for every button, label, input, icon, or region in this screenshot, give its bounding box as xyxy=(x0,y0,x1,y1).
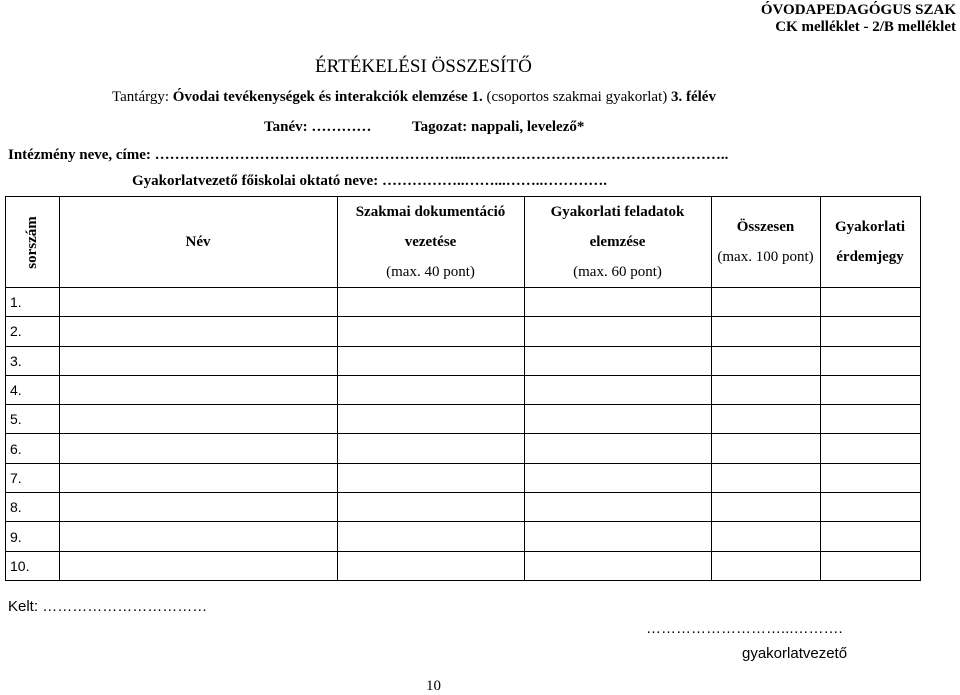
row-number: 9. xyxy=(6,522,60,551)
name-cell[interactable] xyxy=(59,463,337,492)
name-cell[interactable] xyxy=(59,493,337,522)
row-number: 6. xyxy=(6,434,60,463)
name-cell[interactable] xyxy=(59,346,337,375)
subject-semester: 3. félév xyxy=(670,89,716,105)
table-row xyxy=(6,317,921,346)
col-tasks-line3: (max. 60 pont) xyxy=(573,264,662,280)
institution-blank: ……………………………………………………...…………………………………………….. xyxy=(154,147,729,163)
date-line xyxy=(8,598,207,615)
doc-cell[interactable] xyxy=(337,317,524,346)
col-name-label: Név xyxy=(185,233,211,250)
doc-cell[interactable] xyxy=(337,551,524,580)
name-cell[interactable] xyxy=(59,434,337,463)
tasks-cell[interactable] xyxy=(524,405,711,434)
total-cell[interactable] xyxy=(711,434,820,463)
col-doc-line3: (max. 40 pont) xyxy=(386,264,475,280)
table-header-row xyxy=(6,197,921,288)
total-cell[interactable] xyxy=(711,317,820,346)
subject-line xyxy=(112,89,716,106)
table-row xyxy=(6,463,921,492)
col-number-label: sorszám xyxy=(23,215,40,269)
tasks-cell[interactable] xyxy=(524,375,711,404)
supervisor-line xyxy=(132,173,607,190)
total-cell[interactable] xyxy=(711,288,820,317)
doc-cell[interactable] xyxy=(337,405,524,434)
doc-cell[interactable] xyxy=(337,434,524,463)
row-number: 3. xyxy=(6,346,60,375)
row-number: 1. xyxy=(6,288,60,317)
col-number-header xyxy=(6,197,60,288)
tasks-cell[interactable] xyxy=(524,317,711,346)
col-grade-header xyxy=(820,197,920,288)
subject-label: Tantárgy: xyxy=(112,89,169,105)
grade-cell[interactable] xyxy=(820,551,920,580)
grade-cell[interactable] xyxy=(820,522,920,551)
supervisor-blank: ……………..……...……..…………. xyxy=(381,173,607,189)
date-blank: …………………………… xyxy=(42,598,208,615)
grade-cell[interactable] xyxy=(820,346,920,375)
total-cell[interactable] xyxy=(711,551,820,580)
tasks-cell[interactable] xyxy=(524,434,711,463)
table-row xyxy=(6,405,921,434)
subject-detail: (csoportos szakmai gyakorlat) xyxy=(486,89,668,105)
doc-cell[interactable] xyxy=(337,375,524,404)
name-cell[interactable] xyxy=(59,375,337,404)
institution-label: Intézmény neve, címe: xyxy=(8,147,151,163)
grade-cell[interactable] xyxy=(820,405,920,434)
col-doc-header xyxy=(337,197,524,288)
total-cell[interactable] xyxy=(711,463,820,492)
row-number: 5. xyxy=(6,405,60,434)
table-row xyxy=(6,288,921,317)
row-number: 7. xyxy=(6,463,60,492)
doc-cell[interactable] xyxy=(337,522,524,551)
col-doc-line2: vezetése xyxy=(404,234,457,250)
col-tasks-line1: Gyakorlati feladatok xyxy=(550,204,685,220)
document-title: ÉRTÉKELÉSI ÖSSZESÍTŐ xyxy=(315,56,532,77)
doc-cell[interactable] xyxy=(337,493,524,522)
total-cell[interactable] xyxy=(711,346,820,375)
doc-cell[interactable] xyxy=(337,463,524,492)
col-grade-line2: érdemjegy xyxy=(836,249,904,265)
date-label: Kelt: xyxy=(8,598,39,615)
total-cell[interactable] xyxy=(711,493,820,522)
year-label: Tanév: xyxy=(264,119,308,135)
row-number: 4. xyxy=(6,375,60,404)
table-row xyxy=(6,493,921,522)
grade-cell[interactable] xyxy=(820,375,920,404)
tasks-cell[interactable] xyxy=(524,463,711,492)
signature-label: gyakorlatvezető xyxy=(742,645,848,662)
evaluation-table xyxy=(5,196,921,581)
col-tasks-line2: elemzése xyxy=(589,234,646,250)
section-line xyxy=(412,119,584,136)
total-cell[interactable] xyxy=(711,405,820,434)
program-name: ÓVODAPEDAGÓGUS SZAK xyxy=(760,2,956,18)
col-doc-line1: Szakmai dokumentáció xyxy=(355,204,506,220)
table-row xyxy=(6,434,921,463)
total-cell[interactable] xyxy=(711,375,820,404)
total-cell[interactable] xyxy=(711,522,820,551)
doc-cell[interactable] xyxy=(337,288,524,317)
year-line xyxy=(264,119,371,136)
supervisor-label: Gyakorlatvezető főiskolai oktató neve: xyxy=(132,173,379,189)
name-cell[interactable] xyxy=(59,522,337,551)
col-total-line1: Összesen xyxy=(736,219,795,235)
grade-cell[interactable] xyxy=(820,434,920,463)
doc-cell[interactable] xyxy=(337,346,524,375)
col-grade-line1: Gyakorlati xyxy=(835,219,905,235)
col-total-header xyxy=(711,197,820,288)
signature-blank: ………………………...………. xyxy=(646,620,843,637)
tasks-cell[interactable] xyxy=(524,288,711,317)
row-number: 2. xyxy=(6,317,60,346)
table-row xyxy=(6,375,921,404)
tasks-cell[interactable] xyxy=(524,493,711,522)
annex-label: CK melléklet - 2/B melléklet xyxy=(775,19,956,35)
name-cell[interactable] xyxy=(59,317,337,346)
year-blank: ………… xyxy=(311,119,372,135)
name-cell[interactable] xyxy=(59,405,337,434)
table-row xyxy=(6,551,921,580)
subject-name: Óvodai tevékenységek és interakciók elemzése 1. xyxy=(172,89,483,105)
col-name-header xyxy=(59,197,337,288)
name-cell[interactable] xyxy=(59,288,337,317)
tasks-cell[interactable] xyxy=(524,522,711,551)
table-row xyxy=(6,346,921,375)
grade-cell[interactable] xyxy=(820,463,920,492)
institution-line xyxy=(8,147,728,164)
name-cell[interactable] xyxy=(59,551,337,580)
page-number: 10 xyxy=(426,678,441,694)
tasks-cell[interactable] xyxy=(524,346,711,375)
tasks-cell[interactable] xyxy=(524,551,711,580)
col-tasks-header xyxy=(524,197,711,288)
grade-cell[interactable] xyxy=(820,288,920,317)
row-number: 8. xyxy=(6,493,60,522)
table-row xyxy=(6,522,921,551)
col-total-line2: (max. 100 pont) xyxy=(717,249,814,265)
grade-cell[interactable] xyxy=(820,317,920,346)
row-number: 10. xyxy=(6,551,60,580)
grade-cell[interactable] xyxy=(820,493,920,522)
section-label: Tagozat: nappali, levelező* xyxy=(412,119,585,135)
